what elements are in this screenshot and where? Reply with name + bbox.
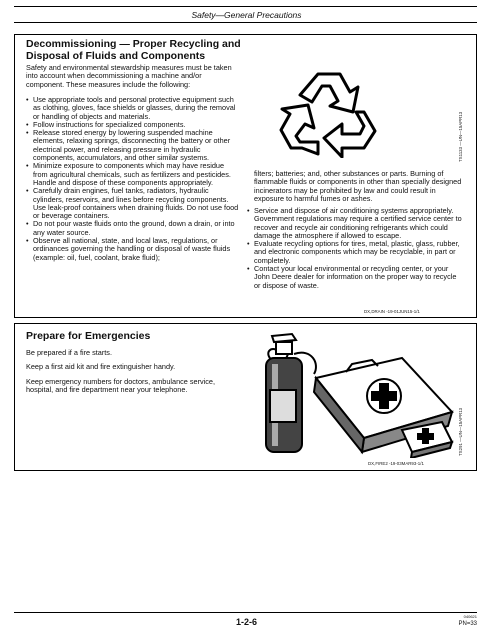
image-code: TS1133 —UN—15APR13 (458, 111, 463, 162)
reference-code: DX,DRAIN -19-01JUN15-1/1 (364, 309, 420, 314)
emergencies-p2: Keep a first aid kit and fire extinguisher handy. (26, 362, 176, 371)
title-line-1: Decommissioning — Proper Recycling and (26, 38, 241, 50)
bullet-item: • Carefully drain engines, fuel tanks, radiators, hydraulic cylinders, reservoirs, and lines before recycling components. Use leak-proof containers when draining fluids. Do not use food or beverage containers. (26, 187, 240, 220)
decommissioning-intro: Safety and environmental stewardship measures must be taken into account when decommissioning a machine and/or component. These measures include the following: (26, 63, 232, 89)
bullet-item: • Do not pour waste fluids onto the ground, down a drain, or into any water source. (26, 220, 240, 237)
decommissioning-bullets-left (26, 96, 240, 262)
decommissioning-continuation: filters; batteries; and, other substances or parts. Burning of flammable fluids or components in other than specially designed incinerators may be prohibited by law and could result in exposure to harmful fumes or ashes. (254, 169, 462, 203)
bullet-item: • Evaluate recycling options for tires, metal, plastic, glass, rubber, and electronic components which may be recyclable, in part or completely. (247, 240, 463, 265)
header-rule-top (14, 6, 477, 7)
emergency-image-code: TS291 —UN—15APR13 (458, 407, 463, 456)
emergency-reference-code: DX,FIRE2 -19-03MAR93-1/1 (368, 461, 424, 466)
bullet-item: • Contact your local environmental or recycling center, or your John Deere dealer for information on the proper way to recycle or dispose of waste. (247, 265, 463, 290)
emergency-illustration (254, 330, 454, 458)
decommissioning-bullets-right (247, 207, 463, 290)
emergencies-p1: Be prepared if a fire starts. (26, 348, 112, 357)
bullet-item: • Release stored energy by lowering suspended machine elements, relaxing springs, disconnecting the battery or other electrical power, and releasing pressure in hydraulic components, accumulators, and other similar systems. (26, 129, 240, 162)
bullet-item: • Observe all national, state, and local laws, regulations, or ordinances governing the handling or disposal of waste fluids (example: oil, fuel, coolant, brake fluid); (26, 237, 240, 262)
page-header-title: Safety—General Precautions (191, 10, 302, 20)
footer-code: 040621 (463, 614, 477, 619)
bullet-item: • Service and dispose of air conditioning systems appropriately. Government regulations may require a certified service center to recover and recycle air conditioning refrigerants which could damage the atmosphere if allowed to escape. (247, 207, 463, 240)
emergencies-p3: Keep emergency numbers for doctors, ambulance service, hospital, and fire department near your telephone. (26, 377, 215, 395)
recycle-icon (278, 62, 388, 158)
footer-pn: PN=33 (458, 621, 477, 627)
emergencies-title: Prepare for Emergencies (26, 330, 151, 342)
header-rule-bottom (14, 22, 477, 23)
title-line-2: Disposal of Fluids and Components (26, 50, 206, 62)
bullet-item: • Use appropriate tools and personal protective equipment such as clothing, gloves, face shields or glasses, during the removal or handling of objects and materials. (26, 96, 240, 121)
bullet-item: • Minimize exposure to components which may have residue from agricultural chemicals, such as fertilizers and pesticides. Handle and dispose of these components appropriately. (26, 162, 240, 187)
bullet-item: • Follow instructions for specialized components. (26, 121, 240, 129)
decommissioning-title (26, 38, 241, 62)
fire-extinguisher-icon (266, 334, 316, 452)
page-number: 1-2-6 (235, 617, 257, 627)
footer-rule (14, 612, 477, 613)
